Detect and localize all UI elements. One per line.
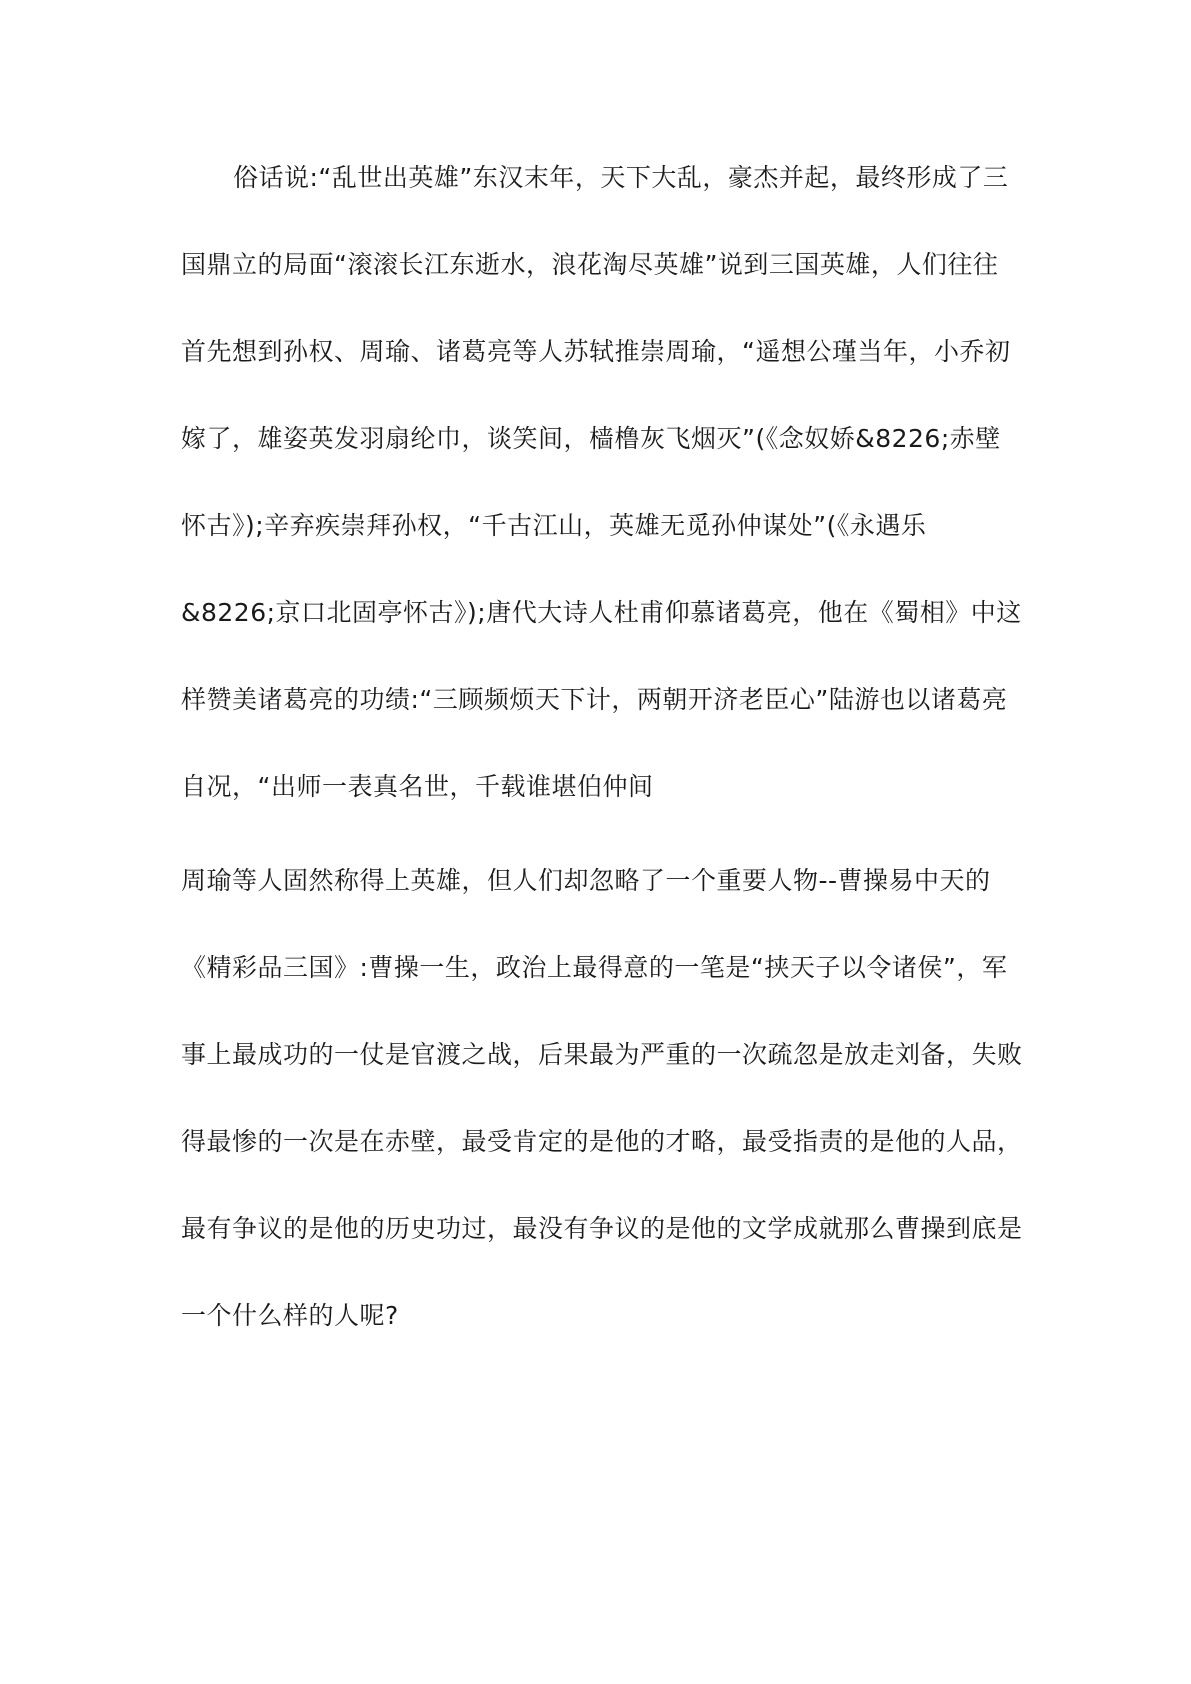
paragraph-2-line-3: 事上最成功的一仗是官渡之战，后果最为严重的一次疏忽是放走刘备，失败 — [181, 1040, 1023, 1069]
paragraph-1-line-2: 国鼎立的局面“滚滚长江东逝水，浪花淘尽英雄”说到三国英雄，人们往往 — [181, 250, 999, 279]
paragraph-2-line-5: 最有争议的是他的历史功过，最没有争议的是他的文学成就那么曹操到底是 — [181, 1214, 1023, 1243]
paragraph-1-line-5: 怀古》);辛弃疾崇拜孙权，“千古江山，英雄无觅孙仲谋处”(《永遇乐 — [181, 511, 927, 540]
paragraph-2-line-2: 《精彩品三国》:曹操一生，政治上最得意的一笔是“挟天子以令诸侯”，军 — [181, 953, 1008, 982]
paragraph-1-line-3: 首先想到孙权、周瑜、诸葛亮等人苏轼推崇周瑜，“遥想公瑾当年，小乔初 — [181, 337, 1011, 366]
paragraph-2-line-6: 一个什么样的人呢? — [181, 1301, 399, 1330]
paragraph-2-line-1: 周瑜等人固然称得上英雄，但人们却忽略了一个重要人物--曹操易中天的 — [181, 866, 991, 895]
paragraph-2-line-4: 得最惨的一次是在赤壁，最受肯定的是他的才略，最受指责的是他的人品， — [181, 1127, 1023, 1156]
paragraph-1-line-8: 自况，“出师一表真名世，千载谁堪伯仲间 — [181, 772, 654, 801]
paragraph-1-line-4: 嫁了，雄姿英发羽扇纶巾，谈笑间，樯橹灰飞烟灭”(《念奴娇&8226;赤壁 — [181, 424, 1001, 453]
paragraph-1-line-7: 样赞美诸葛亮的功绩:“三顾频烦天下计，两朝开济老臣心”陆游也以诸葛亮 — [181, 685, 1008, 714]
paragraph-1-line-1: 俗话说:“乱世出英雄”东汉末年，天下大乱，豪杰并起，最终形成了三 — [233, 163, 1009, 192]
paragraph-1-line-6: &8226;京口北固亭怀古》);唐代大诗人杜甫仰慕诸葛亮，他在《蜀相》中这 — [181, 598, 1022, 627]
